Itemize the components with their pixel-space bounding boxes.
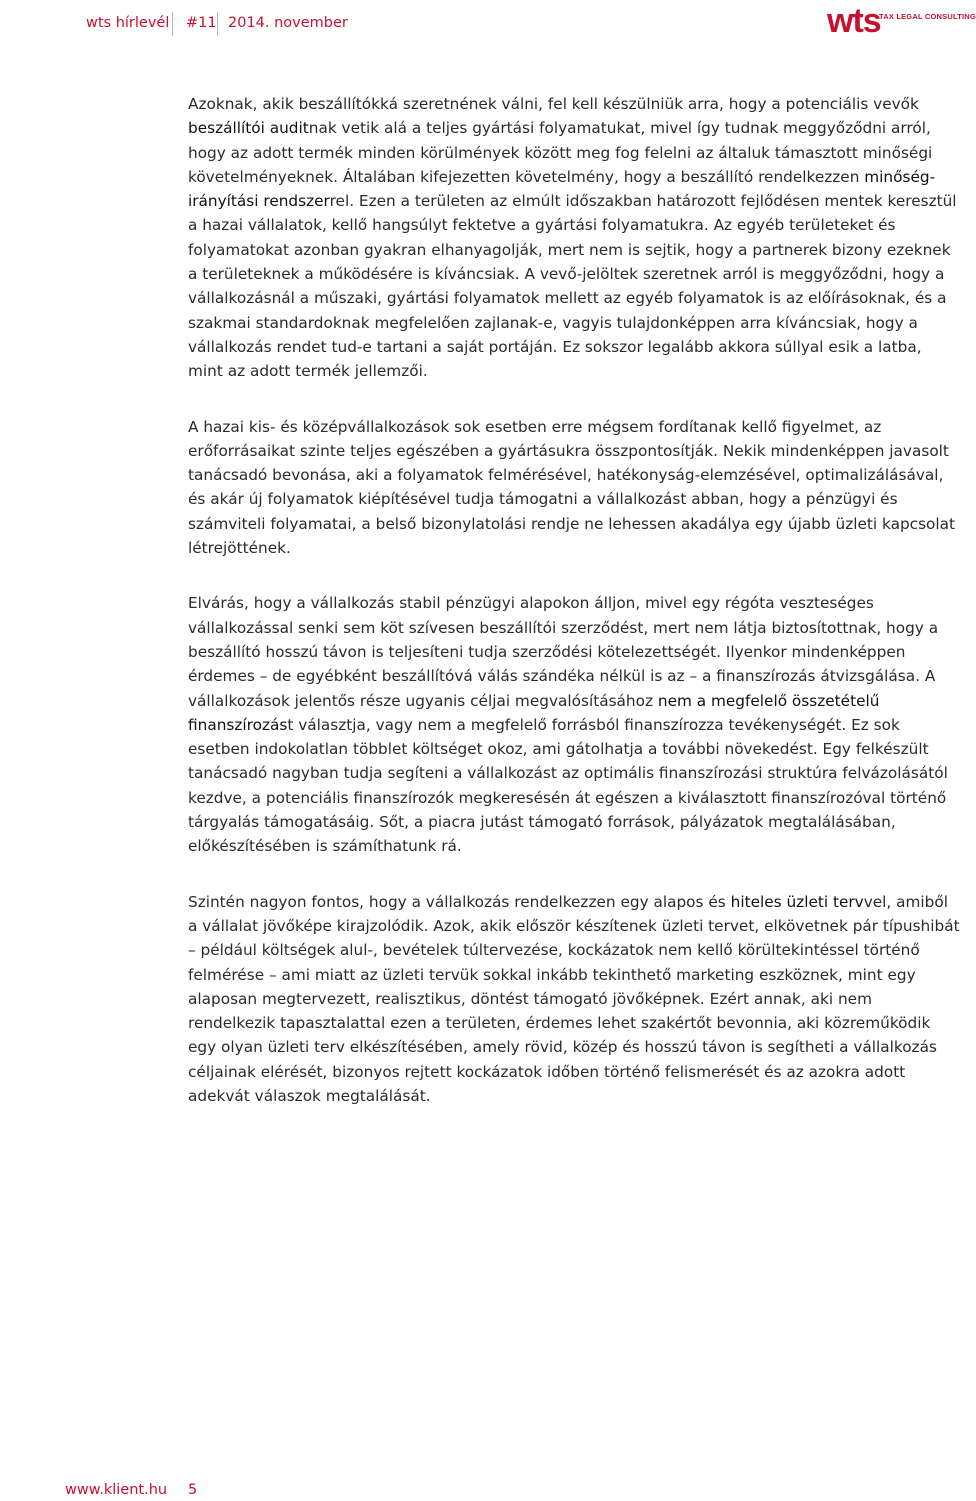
logo-wordmark: wts [827, 2, 881, 40]
paragraph-financing [188, 591, 960, 858]
issue-date: 2014. november [228, 15, 348, 31]
issue-number: #11 [186, 15, 217, 31]
paragraph-sme-consulting [188, 415, 960, 561]
page-header [0, 0, 976, 50]
text-run: vel, amiből a vállalat jövőképe kirajzolódik. Azok, akik először készítenek üzleti tervet, elkövetnek pár típushibát – például költségek alul-, bevételek túltervezése, kockázatok nem kellő körültekintéssel történő felmérése – ami miatt az üzleti tervük sokkal inkább tekinthető marketing eszköznek, mint egy alaposan megtervezett, realisztikus, döntést támogató jövőképnek. Ezért annak, aki nem rendelkezik tapasztalattal ezen a területen, érdemes lehet szakértőt bevonnia, aki közreműködik egy olyan üzleti terv elkészítésében, amely rövid, közép és hosszú távon is segítheti a vállalkozás céljainak elérését, bizonyos rejtett kockázatok időben történő felismerését és az azokra adott adekvát válaszok megtalálását. [188, 892, 960, 1105]
text-run: rel. Ezen a területen az elmúlt időszakban határozott fejlődésen mentek keresztül a hazai vállalatok, kellő hangsúlyt fektetve a gyártási folyamatukra. Az egyéb területeket és folyamatokat azonban gyakran elhanyagolják, mert nem is sejtik, hogy a partnerek bizony ezeknek a területeknek a működésére is kíváncsiak. A vevő-jelöltek szeretnek arról is meggyőződni, hogy a vállalkozásnál a műszaki, gyártási folyamatok mellett az egyéb folyamatok is az előírásoknak, és a szakmai standardoknak megfelelően zajlanak-e, vagyis tulajdonképpen arra kíváncsiak, hogy a vállalkozás rendet tud-e tartani a saját portáján. Ez sokszor legalább akkora súllyal esik a latba, mint az adott termék jellemzői. [188, 192, 957, 381]
text-run: Szintén nagyon fontos, hogy a vállalkozás rendelkezzen egy alapos és [188, 892, 731, 911]
highlight-supplier-audit: beszállítói audit [188, 119, 309, 138]
highlight-financing: nem a megfelelő összetételű finanszírozás [188, 691, 880, 734]
article-body [188, 92, 960, 1139]
publication-name: wts hírlevél [86, 15, 170, 31]
text-run: Elvárás, hogy a vállalkozás stabil pénzügyi alapokon álljon, mivel egy régóta veszteséges vállalkozással senki sem köt szívesen beszállítói szerződést, mert nem látja biztosítottnak, hogy a beszállító hosszú távon is teljesíteni tudja szerződési kötelezettségét. Ilyenkor mindenképpen érdemes – de egyébként beszállítóvá válás szándéka nélkül is az – a finanszírozás átvizsgálása. A vállalkozások jelentős része ugyanis céljai megvalósításához [188, 594, 939, 710]
header-divider [217, 12, 218, 36]
text-run: t választja, vagy nem a megfelelő forrásból finanszírozza tevékenységét. Ez sok esetben indokolatlan többlet költséget okoz, ami gátolhatja a további növekedést. Egy felkészült tanácsadó nagyban tudja segíteni a vállalkozást az optimális finanszírozási struktúra felvázolásától kezdve, a potenciális finanszírozók megkeresésén át egészen a kiválasztott finanszírozóval történő tárgyalás támogatásáig. Sőt, a piacra jutást támogató források, pályázatok megtalálásában, előkészítésében is számíthatunk rá. [188, 715, 948, 856]
header-divider [172, 12, 173, 36]
paragraph-business-plan [188, 890, 960, 1109]
footer-website-link[interactable]: www.klient.hu [65, 1482, 168, 1498]
highlight-business-plan: hiteles üzleti terv [730, 892, 864, 911]
paragraph-supplier-audit [188, 92, 960, 384]
page-number: 5 [188, 1482, 198, 1498]
highlight-quality-management: minőség-irányítási rendszer [188, 167, 936, 211]
text-run: nak vetik alá a teljes gyártási folyamatukat, mivel így tudnak meggyőződni arról, hogy az adott termék minden körülmények között meg fog felelni az általuk támasztott minőségi követelményeknek. Általában kifejezetten követelmény, hogy a beszállító rendelkezzen [188, 119, 933, 186]
wts-logo[interactable] [827, 2, 976, 40]
logo-tagline: TAX LEGAL CONSULTING [879, 12, 976, 21]
text-run: A hazai kis- és középvállalkozások sok esetben erre mégsem fordítanak kellő figyelmet, az erőforrásaikat szinte teljes egészében a gyártásukra összpontosítják. Nekik mindenképpen javasolt tanácsadó bevonása, aki a folyamatok felmérésével, hatékonyság-elemzésével, optimalizálásával, és akár új folyamatok kiépítésével tudja támogatni a vállalkozást abban, hogy a pénzügyi és számviteli folyamatai, a belső bizonylatolási rendje ne lehessen akadálya egy újabb üzleti kapcsolat létrejöttének. [188, 417, 956, 558]
text-run: Azoknak, akik beszállítókká szeretnének válni, fel kell készülniük arra, hogy a potenciális vevők [188, 95, 919, 113]
